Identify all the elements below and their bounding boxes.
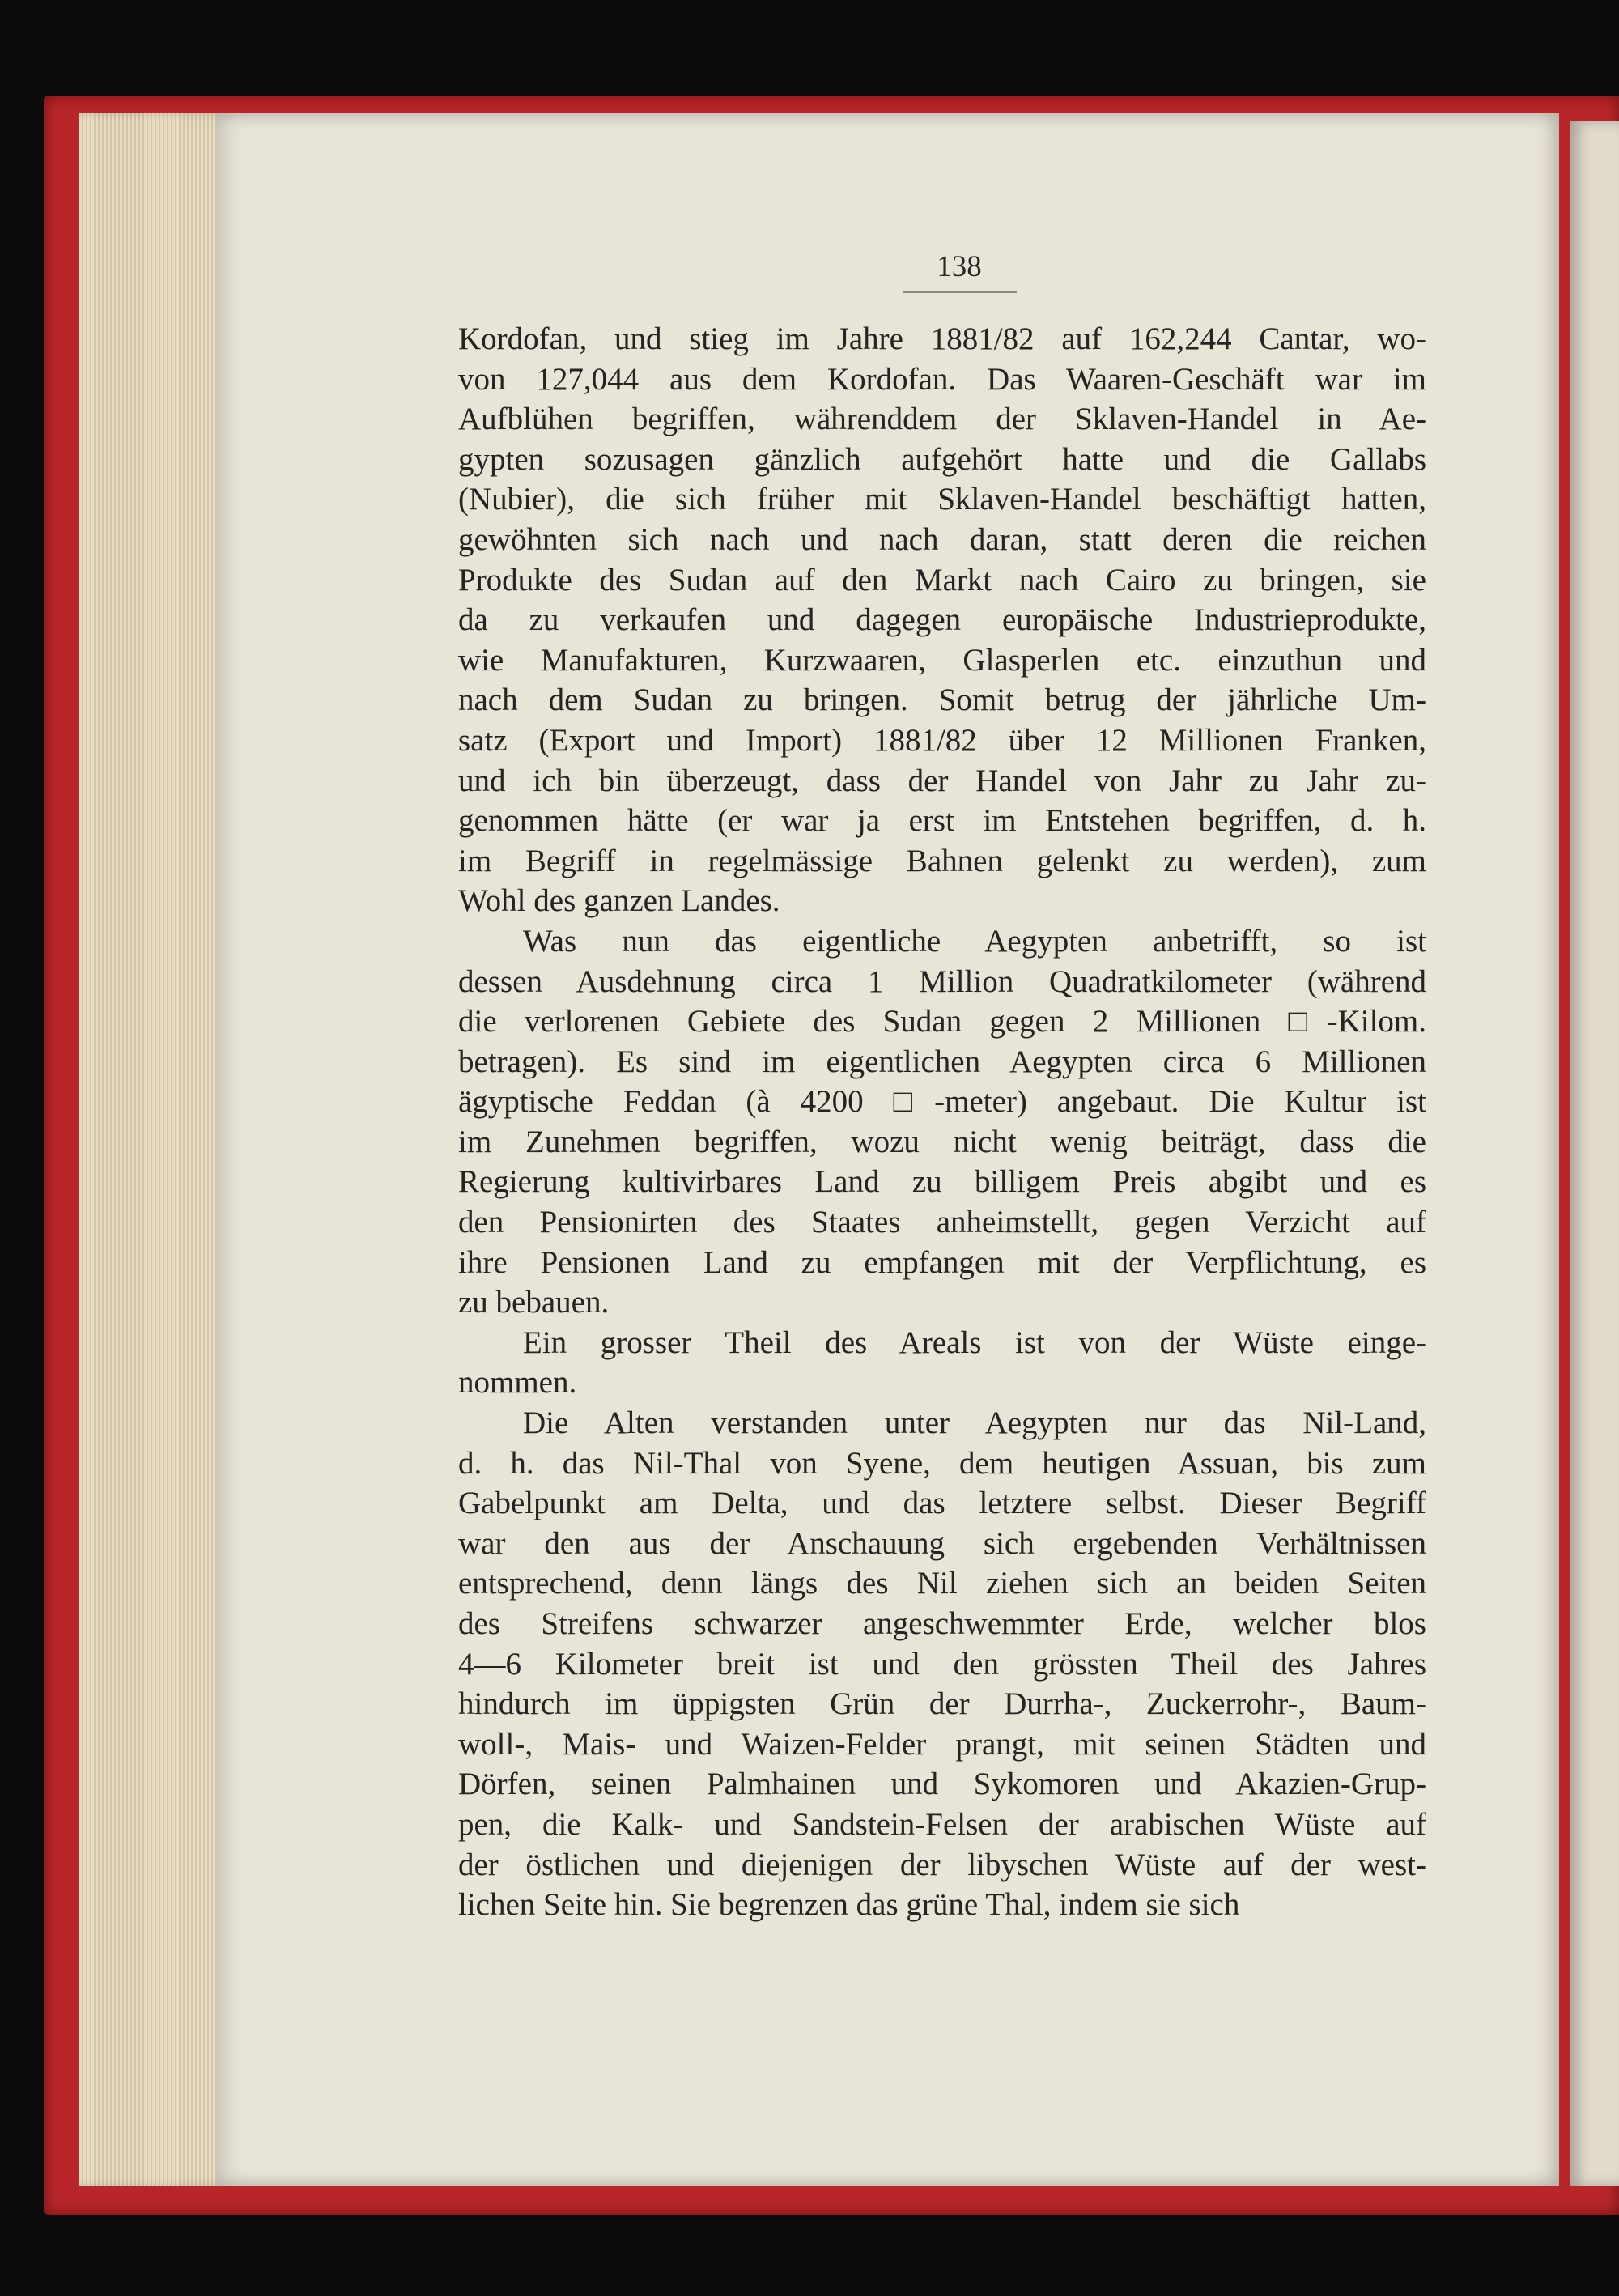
text-line: nach dem Sudan zu bringen. Somit betrug der jährliche Um-: [458, 682, 1426, 718]
text-line: hindurch im üppigsten Grün der Durrha-, Zuckerrohr-, Baum-: [458, 1686, 1426, 1722]
text-line: woll-, Mais- und Waizen-Felder prangt, mit seinen Städten und: [458, 1726, 1426, 1762]
text-line: im Begriff in regelmässige Bahnen gelenkt zu werden), zum: [458, 843, 1426, 878]
text-line: d. h. das Nil-Thal von Syene, dem heutigen Assuan, bis zum: [458, 1445, 1426, 1481]
text-line: Ein grosser Theil des Areals ist von der Wüste einge-: [523, 1324, 1426, 1360]
text-line: Aufblühen begriffen, währenddem der Sklaven-Handel in Ae-: [458, 402, 1426, 437]
text-line: des Streifens schwarzer angeschwemmter Erde, welcher blos: [458, 1606, 1426, 1641]
text-line: betragen). Es sind im eigentlichen Aegypten circa 6 Millionen: [458, 1044, 1426, 1079]
paragraph: [458, 921, 1426, 1323]
text-line: ägyptische Feddan (à 4200 □-meter) angebaut. Die Kultur ist: [458, 1084, 1426, 1120]
text-line: die verlorenen Gebiete des Sudan gegen 2 Millionen □-Kilom.: [458, 1004, 1426, 1040]
page-number-rule: [903, 291, 1017, 293]
text-line: Kordofan, und stieg im Jahre 1881/82 auf 162,244 Cantar, wo-: [458, 321, 1426, 356]
text-line: im Zunehmen begriffen, wozu nicht wenig beiträgt, dass die: [458, 1124, 1426, 1159]
page-number: 138: [937, 250, 982, 283]
text-line: der östlichen und diejenigen der libyschen Wüste auf der west-: [458, 1847, 1426, 1882]
body-text: [458, 319, 1426, 1925]
text-line: nommen.: [458, 1365, 577, 1401]
text-line: dessen Ausdehnung circa 1 Million Quadratkilometer (während: [458, 963, 1426, 999]
text-line: Was nun das eigentliche Aegypten anbetrifft, so ist: [523, 923, 1426, 959]
text-line: gypten sozusagen gänzlich aufgehört hatte und die Gallabs: [458, 441, 1426, 477]
text-line: satz (Export und Import) 1881/82 über 12 Millionen Franken,: [458, 722, 1426, 758]
text-line: und ich bin überzeugt, dass der Handel von Jahr zu Jahr zu-: [458, 763, 1426, 798]
text-line: Produkte des Sudan auf den Markt nach Cairo zu bringen, sie: [458, 562, 1426, 597]
paragraph: [458, 1323, 1426, 1403]
text-line: Die Alten verstanden unter Aegypten nur das Nil-Land,: [523, 1405, 1426, 1441]
text-line: 4—6 Kilometer breit ist und den grössten Theil des Jahres: [458, 1646, 1426, 1682]
text-line: wie Manufakturen, Kurzwaaren, Glasperlen etc. einzuthun und: [458, 642, 1426, 678]
text-line: den Pensionirten des Staates anheimstellt, gegen Verzicht auf: [458, 1205, 1426, 1240]
text-line: (Nubier), die sich früher mit Sklaven-Handel beschäftigt hatten,: [458, 482, 1426, 517]
text-line: von 127,044 aus dem Kordofan. Das Waaren-Geschäft war im: [458, 361, 1426, 397]
text-line: Gabelpunkt am Delta, und das letztere selbst. Dieser Begriff: [458, 1486, 1426, 1521]
text-line: genommen hätte (er war ja erst im Entstehen begriffen, d. h.: [458, 803, 1426, 839]
text-line: pen, die Kalk- und Sandstein-Felsen der arabischen Wüste auf: [458, 1806, 1426, 1842]
paragraph: [458, 1403, 1426, 1925]
text-line: war den aus der Anschauung sich ergebenden Verhältnissen: [458, 1525, 1426, 1561]
text-line: zu bebauen.: [458, 1285, 610, 1320]
text-line: lichen Seite hin. Sie begrenzen das grüne Thal, indem sie sich: [458, 1887, 1240, 1923]
text-line: gewöhnten sich nach und nach daran, statt deren die reichen: [458, 521, 1426, 557]
text-line: ihre Pensionen Land zu empfangen mit der Verpflichtung, es: [458, 1244, 1426, 1280]
text-line: Wohl des ganzen Landes.: [458, 883, 780, 919]
facing-page-edge: [1570, 121, 1619, 2186]
paragraph: [458, 319, 1426, 921]
text-line: Dörfen, seinen Palmhainen und Sykomoren und Akazien-Grup-: [458, 1767, 1426, 1802]
text-line: da zu verkaufen und dagegen europäische Industrieprodukte,: [458, 602, 1426, 638]
text-line: Regierung kultivirbares Land zu billigem Preis abgibt und es: [458, 1164, 1426, 1200]
text-line: entsprechend, denn längs des Nil ziehen sich an beiden Seiten: [458, 1566, 1426, 1601]
